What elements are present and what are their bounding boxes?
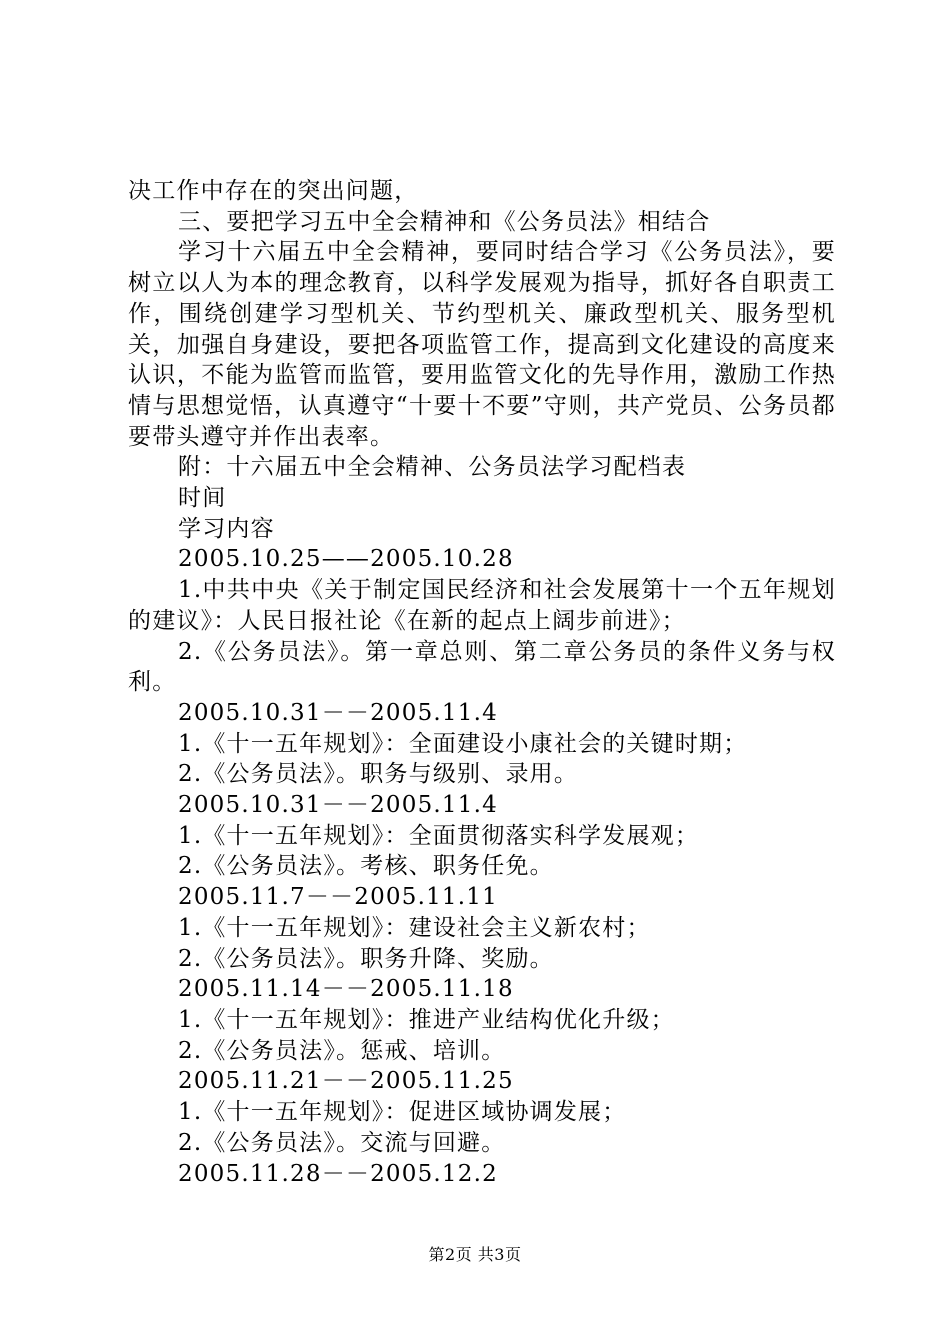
schedule-item: 2.《公务员法》。考核、职务任免。 <box>178 853 554 880</box>
schedule-item: 2.《公务员法》。职务与级别、录用。 <box>178 761 579 788</box>
schedule-date: 2005.11.7－－2005.11.11 <box>178 884 498 911</box>
table-header-content: 学习内容 <box>178 515 275 542</box>
schedule-date: 2005.11.14－－2005.11.18 <box>178 976 514 1003</box>
schedule-item: 2.《公务员法》。交流与回避。 <box>178 1129 506 1156</box>
schedule-item: 1.《十一五年规划》：全面贯彻落实科学发展观； <box>178 822 700 849</box>
schedule-item: 1.《十一五年规划》：推进产业结构优化升级； <box>178 1006 675 1033</box>
schedule-item: 1.《十一五年规划》：全面建设小康社会的关键时期； <box>178 730 748 757</box>
page-footer: 第2页 共3页 <box>428 1245 522 1264</box>
schedule-date: 2005.10.31－－2005.11.4 <box>178 792 498 819</box>
schedule-item: 1.中共中央《关于制定国民经济和社会发展第十一个五年规划的建议》：人民日报社论《在新的起点上阔步前进》； <box>128 577 836 634</box>
section-heading: 三、要把学习五中全会精神和《公务员法》相结合 <box>178 208 711 235</box>
schedule-item: 2.《公务员法》。职务升降、奖励。 <box>178 945 554 972</box>
paragraph: 决工作中存在的突出问题， <box>128 178 419 204</box>
schedule-date: 2005.11.28－－2005.12.2 <box>178 1160 498 1187</box>
schedule-item: 1.《十一五年规划》：建设社会主义新农村； <box>178 914 651 941</box>
paragraph: 学习十六届五中全会精神，要同时结合学习《公务员法》，要树立以人为本的理念教育，以科学发展观为指导，抓好各自职责工作，围绕创建学习型机关、节约型机关、廉政型机关、服务型机关，加强自身建设，要把各项监管工作，提高到文化建设的高度来认识，不能为监管而监管，要用监管文化的先导作用，激励工作热情与思想觉悟，认真遵守“十要十不要”守则，共产党员、公务员都要带头遵守并作出表率。 <box>128 239 836 450</box>
schedule-date: 2005.11.21－－2005.11.25 <box>178 1068 514 1095</box>
schedule-item: 1.《十一五年规划》：促进区域协调发展； <box>178 1099 627 1126</box>
schedule-item: 2.《公务员法》。第一章总则、第二章公务员的条件义务与权利。 <box>128 638 836 696</box>
schedule-item: 2.《公务员法》。惩戒、培训。 <box>178 1037 506 1064</box>
document-body <box>128 176 836 1189</box>
table-header-time: 时间 <box>178 485 227 512</box>
schedule-date: 2005.10.31－－2005.11.4 <box>178 699 498 726</box>
schedule-date: 2005.10.25——2005.10.28 <box>178 546 514 573</box>
appendix-title: 附：十六届五中全会精神、公务员法学习配档表 <box>178 454 687 481</box>
